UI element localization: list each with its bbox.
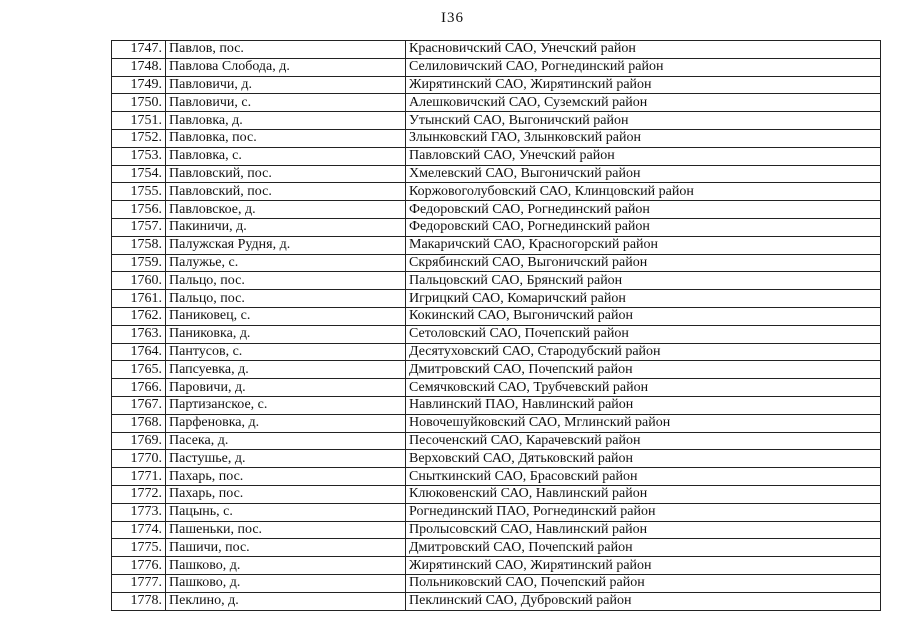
table-row: [112, 112, 881, 130]
settlements-table: [111, 40, 881, 611]
settlement-name: Пеклино, д.: [166, 592, 406, 610]
administrative-unit: Десятуховский САО, Стародубский район: [406, 343, 881, 361]
administrative-unit: Скрябинский САО, Выгоничский район: [406, 254, 881, 272]
settlement-name: Павловка, пос.: [166, 129, 406, 147]
settlement-name: Пантусов, с.: [166, 343, 406, 361]
table-row: [112, 432, 881, 450]
table-row: [112, 272, 881, 290]
administrative-unit: Павловский САО, Унечский район: [406, 147, 881, 165]
table-row: [112, 557, 881, 575]
administrative-unit: Федоровский САО, Рогнединский район: [406, 201, 881, 219]
settlement-name: Пакиничи, д.: [166, 218, 406, 236]
row-number: 1757.: [112, 218, 166, 236]
row-number: 1764.: [112, 343, 166, 361]
table-row: [112, 41, 881, 59]
administrative-unit: Хмелевский САО, Выгоничский район: [406, 165, 881, 183]
settlement-name: Партизанское, с.: [166, 396, 406, 414]
row-number: 1774.: [112, 521, 166, 539]
table-row: [112, 379, 881, 397]
settlement-name: Пацынь, с.: [166, 503, 406, 521]
settlement-name: Павловка, с.: [166, 147, 406, 165]
row-number: 1770.: [112, 450, 166, 468]
settlement-name: Пахарь, пос.: [166, 468, 406, 486]
settlement-name: Паниковец, с.: [166, 307, 406, 325]
administrative-unit: Песоченский САО, Карачевский район: [406, 432, 881, 450]
settlement-name: Павловка, д.: [166, 112, 406, 130]
administrative-unit: Новочешуйковский САО, Мглинский район: [406, 414, 881, 432]
administrative-unit: Игрицкий САО, Комаричский район: [406, 290, 881, 308]
table-row: [112, 539, 881, 557]
row-number: 1777.: [112, 574, 166, 592]
table-row: [112, 574, 881, 592]
settlement-name: Пашково, д.: [166, 557, 406, 575]
settlement-name: Павловичи, с.: [166, 94, 406, 112]
settlement-name: Павлов, пос.: [166, 41, 406, 59]
administrative-unit: Утынский САО, Выгоничский район: [406, 112, 881, 130]
administrative-unit: Навлинский ПАО, Навлинский район: [406, 396, 881, 414]
administrative-unit: Сныткинский САО, Брасовский район: [406, 468, 881, 486]
table-row: [112, 147, 881, 165]
settlement-name: Павловский, пос.: [166, 183, 406, 201]
table-row: [112, 307, 881, 325]
row-number: 1747.: [112, 41, 166, 59]
row-number: 1755.: [112, 183, 166, 201]
row-number: 1769.: [112, 432, 166, 450]
administrative-unit: Селиловичский САО, Рогнединский район: [406, 58, 881, 76]
table-row: [112, 468, 881, 486]
administrative-unit: Сетоловский САО, Почепский район: [406, 325, 881, 343]
row-number: 1750.: [112, 94, 166, 112]
table-row: [112, 361, 881, 379]
row-number: 1771.: [112, 468, 166, 486]
settlement-name: Пасека, д.: [166, 432, 406, 450]
settlement-name: Палужская Рудня, д.: [166, 236, 406, 254]
row-number: 1778.: [112, 592, 166, 610]
administrative-unit: Злынковский ГАО, Злынковский район: [406, 129, 881, 147]
settlement-name: Пашичи, пос.: [166, 539, 406, 557]
administrative-unit: Красновичский САО, Унечский район: [406, 41, 881, 59]
settlement-name: Паровичи, д.: [166, 379, 406, 397]
table-row: [112, 521, 881, 539]
row-number: 1759.: [112, 254, 166, 272]
row-number: 1756.: [112, 201, 166, 219]
table-row: [112, 254, 881, 272]
table-row: [112, 58, 881, 76]
settlement-name: Пастушье, д.: [166, 450, 406, 468]
row-number: 1762.: [112, 307, 166, 325]
administrative-unit: Клюковенский САО, Навлинский район: [406, 485, 881, 503]
table-row: [112, 201, 881, 219]
settlement-name: Пашково, д.: [166, 574, 406, 592]
settlement-name: Палужье, с.: [166, 254, 406, 272]
row-number: 1749.: [112, 76, 166, 94]
table-row: [112, 218, 881, 236]
table-row: [112, 183, 881, 201]
administrative-unit: Семячковский САО, Трубчевский район: [406, 379, 881, 397]
administrative-unit: Дмитровский САО, Почепский район: [406, 361, 881, 379]
table-row: [112, 485, 881, 503]
row-number: 1758.: [112, 236, 166, 254]
table-row: [112, 396, 881, 414]
administrative-unit: Верховский САО, Дятьковский район: [406, 450, 881, 468]
table-row: [112, 592, 881, 610]
settlement-name: Пашеньки, пос.: [166, 521, 406, 539]
administrative-unit: Макаричский САО, Красногорский район: [406, 236, 881, 254]
settlement-name: Пальцо, пос.: [166, 272, 406, 290]
row-number: 1751.: [112, 112, 166, 130]
administrative-unit: Кокинский САО, Выгоничский район: [406, 307, 881, 325]
administrative-unit: Пеклинский САО, Дубровский район: [406, 592, 881, 610]
row-number: 1776.: [112, 557, 166, 575]
administrative-unit: Коржовоголубовский САО, Клинцовский район: [406, 183, 881, 201]
page-number: I36: [441, 10, 464, 26]
administrative-unit: Пальцовский САО, Брянский район: [406, 272, 881, 290]
administrative-unit: Рогнединский ПАО, Рогнединский район: [406, 503, 881, 521]
table-row: [112, 343, 881, 361]
row-number: 1775.: [112, 539, 166, 557]
settlement-name: Павловское, д.: [166, 201, 406, 219]
row-number: 1765.: [112, 361, 166, 379]
administrative-unit: Дмитровский САО, Почепский район: [406, 539, 881, 557]
row-number: 1748.: [112, 58, 166, 76]
table-row: [112, 290, 881, 308]
settlements-table-body: [112, 41, 881, 611]
settlement-name: Парфеновка, д.: [166, 414, 406, 432]
row-number: 1773.: [112, 503, 166, 521]
row-number: 1761.: [112, 290, 166, 308]
row-number: 1766.: [112, 379, 166, 397]
row-number: 1768.: [112, 414, 166, 432]
administrative-unit: Жирятинский САО, Жирятинский район: [406, 557, 881, 575]
settlement-name: Павловский, пос.: [166, 165, 406, 183]
table-row: [112, 94, 881, 112]
table-row: [112, 76, 881, 94]
row-number: 1753.: [112, 147, 166, 165]
settlement-name: Павлова Слобода, д.: [166, 58, 406, 76]
table-row: [112, 129, 881, 147]
table-row: [112, 236, 881, 254]
row-number: 1763.: [112, 325, 166, 343]
settlement-name: Папсуевка, д.: [166, 361, 406, 379]
table-row: [112, 450, 881, 468]
table-row: [112, 414, 881, 432]
table-row: [112, 503, 881, 521]
row-number: 1760.: [112, 272, 166, 290]
administrative-unit: Жирятинский САО, Жирятинский район: [406, 76, 881, 94]
administrative-unit: Польниковский САО, Почепский район: [406, 574, 881, 592]
settlement-name: Пахарь, пос.: [166, 485, 406, 503]
table-row: [112, 325, 881, 343]
row-number: 1752.: [112, 129, 166, 147]
administrative-unit: Пролысовский САО, Навлинский район: [406, 521, 881, 539]
table-row: [112, 165, 881, 183]
row-number: 1754.: [112, 165, 166, 183]
row-number: 1772.: [112, 485, 166, 503]
settlement-name: Пальцо, пос.: [166, 290, 406, 308]
settlement-name: Паниковка, д.: [166, 325, 406, 343]
row-number: 1767.: [112, 396, 166, 414]
settlement-name: Павловичи, д.: [166, 76, 406, 94]
administrative-unit: Федоровский САО, Рогнединский район: [406, 218, 881, 236]
administrative-unit: Алешковичский САО, Суземский район: [406, 94, 881, 112]
